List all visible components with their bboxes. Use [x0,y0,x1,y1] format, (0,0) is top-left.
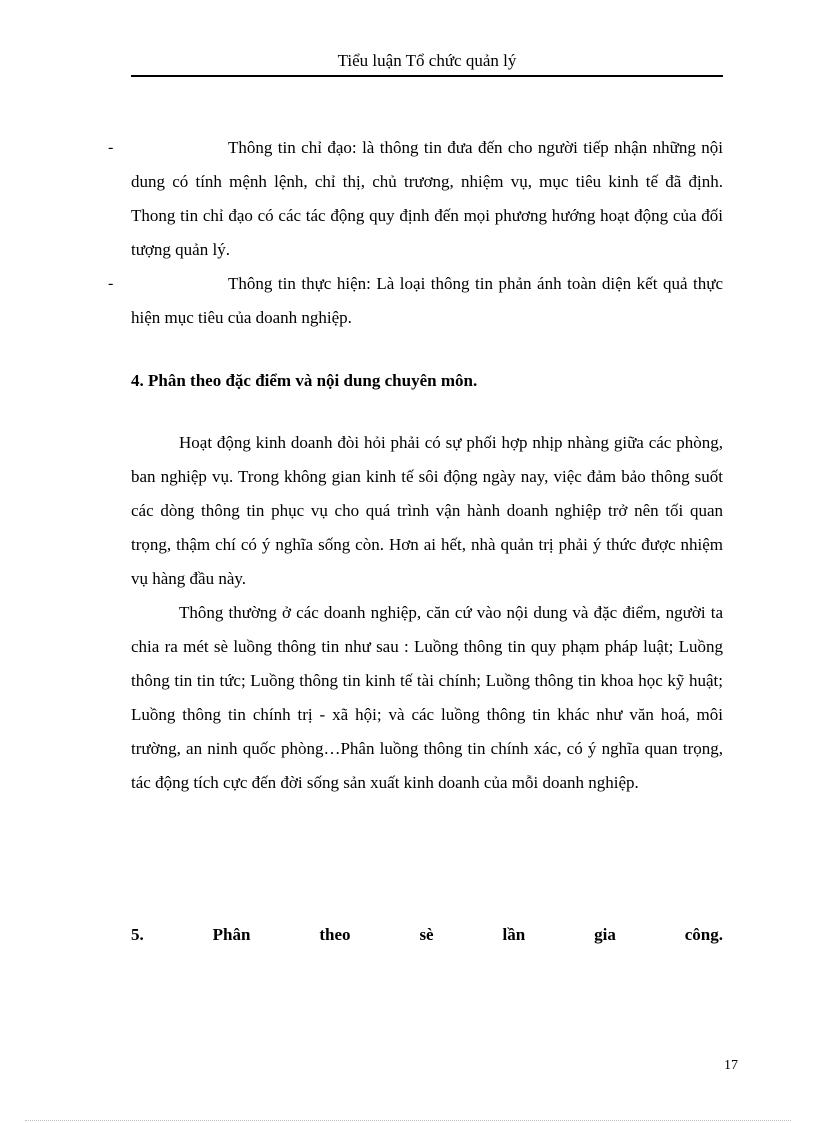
section-5-heading-word: theo [319,925,351,944]
bullet-paragraph-chi-dao: Thông tin chỉ đạo: là thông tin đưa đến cho người tiếp nhận những nội dung có tính mệnh lệnh, chỉ thị, chủ trương, nhiệm vụ, mục tiêu kinh tế đã định. Thong tin chỉ đạo có các tác động quy định đến mọi phương hướng hoạt động của đối tượng quản lý. [131,138,723,259]
section-5-heading-word: công. [684,925,723,944]
section-4-heading: 4. Phân theo đặc điểm và nội dung chuyên môn. [131,371,478,390]
section-5-heading [131,924,723,946]
bullet-paragraph-thuc-hien: Thông tin thực hiện: Là loại thông tin phản ánh toàn diện kết quả thực hiện mục tiêu của doanh nghiệp. [131,274,723,327]
page-bottom-border [25,1120,791,1121]
section-4-paragraph: Hoạt động kinh doanh đòi hỏi phải có sự phối hợp nhịp nhàng giữa các phòng, ban nghiệp vụ. Trong không gian kinh tế sôi động ngày nay, việc đảm bảo thông suốt các dòng thông tin phục vụ cho quá trình vận hành doanh nghiệp trở nên tối quan trọng, thậm chí có ý nghĩa sống còn. Hơn ai hết, nhà quản trị phải ý thức được nhiệm vụ hàng đầu này. [131,433,723,588]
page-header-title: Tiểu luận Tổ chức quản lý [337,51,517,70]
page-number: 17 [724,1058,738,1073]
section-5-heading-word: sè [419,925,434,944]
bullet-marker: - [108,275,114,292]
bullet-marker: - [108,139,114,156]
section-5-heading-word: gia [594,925,616,944]
header-rule [131,75,723,77]
section-5-heading-word: lần [502,925,526,944]
section-4-paragraph: Thông thường ở các doanh nghiệp, căn cứ vào nội dung và đặc điểm, người ta chia ra mét sè luồng thông tin như sau : Luồng thông tin quy phạm pháp luật; Luồng thông tin tin tức; Luồng thông tin kinh tế tài chính; Luồng thông tin khoa học kỹ huật; Luồng thông tin chính trị - xã hội; và các luồng thông tin khác như văn hoá, môi trường, an ninh quốc phòng…Phân luồng thông tin chính xác, có ý nghĩa quan trọng, tác động tích cực đến đời sống sản xuất kinh doanh của mỗi doanh nghiệp. [131,603,723,792]
section-5-heading-word: 5. [131,925,144,944]
section-5-heading-word: Phân [212,925,251,944]
